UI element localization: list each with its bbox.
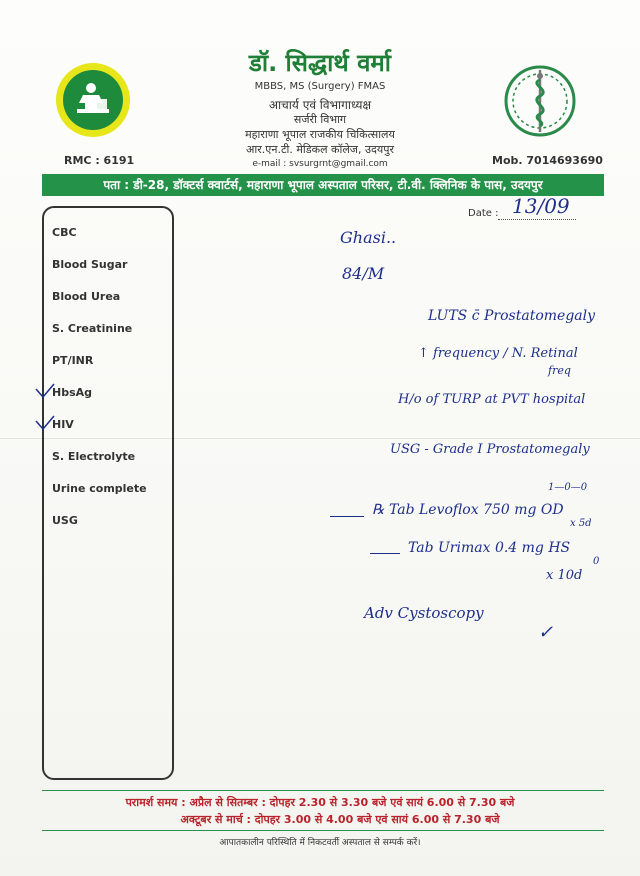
- consultation-timing-summer: परामर्श समय : अप्रैल से सितम्बर : दोपहर 2.30 से 3.30 बजे एवं सायं 6.00 से 7.30 बजे: [125, 796, 515, 809]
- rx2-dosage: 0: [593, 556, 600, 567]
- rx1-medicine: ℞ Tab Levoflox 750 mg OD: [372, 502, 564, 518]
- history-note: H/o of TURP at PVT hospital: [398, 392, 586, 407]
- test-item: Blood Sugar: [52, 258, 128, 271]
- date-line: [498, 219, 576, 220]
- address-bar: पता : डी-28, डॉक्टर्स क्वार्टर्स, महाराणा भूपाल अस्पताल परिसर, टी.वी. क्लिनिक के पास, उदयपुर: [42, 174, 604, 196]
- department-name: सर्जरी विभाग: [293, 113, 347, 126]
- rx1-dosage: 1—0—0: [548, 482, 588, 493]
- usg-note: USG - Grade I Prostatomegaly: [390, 442, 590, 457]
- rx1-duration: x 5d: [570, 518, 592, 529]
- patient-age-sex: 84/M: [342, 264, 385, 283]
- test-item: Blood Urea: [52, 290, 121, 303]
- test-item: CBC: [52, 226, 77, 239]
- emergency-note: आपातकालीन परिस्थिति में निकटवर्ती अस्पताल से सम्पर्क करें।: [219, 838, 421, 848]
- consultation-timing-winter: अक्टूबर से मार्च : दोपहर 3.00 से 4.00 बजे एवं सायं 6.00 से 7.30 बजे: [180, 813, 500, 826]
- advice-note: Adv Cystoscopy: [364, 604, 484, 622]
- rmc-number: RMC : 6191: [64, 154, 135, 167]
- date-value: 13/09: [512, 194, 570, 218]
- doctor-name: डॉ. सिद्धार्थ वर्मा: [249, 49, 391, 77]
- patient-name: Ghasi..: [340, 228, 397, 247]
- date-label: Date :: [468, 208, 499, 219]
- hospital-name: महाराणा भूपाल राजकीय चिकित्सालय: [245, 128, 395, 141]
- checkmark-icon: [34, 415, 56, 431]
- doctor-qualifications: MBBS, MS (Surgery) FMAS: [254, 81, 386, 92]
- footer-top-rule: [42, 790, 604, 791]
- test-item: S. Creatinine: [52, 322, 133, 335]
- test-item: HIV: [52, 418, 74, 431]
- test-item: PT/INR: [52, 354, 94, 367]
- test-item: HbsAg: [52, 386, 93, 399]
- college-name: आर.एन.टी. मेडिकल कॉलेज, उदयपुर: [246, 143, 394, 156]
- footer-bottom-rule: [42, 830, 604, 831]
- checkmark-icon: [34, 383, 56, 399]
- complaint-note: LUTS c̄ Prostatomegaly: [428, 308, 596, 324]
- frequency-note: ↑ frequency / N. Retinal: [418, 346, 578, 361]
- test-item: USG: [52, 514, 78, 527]
- rx-dash: [370, 553, 400, 554]
- frequency-note-2: freq: [548, 364, 571, 377]
- rx2-medicine: Tab Urimax 0.4 mg HS: [408, 540, 571, 556]
- doctor-email: e-mail : svsurgrnt@gmail.com: [252, 159, 388, 169]
- rx2-duration: x 10d: [546, 568, 583, 583]
- test-item: Urine complete: [52, 482, 147, 495]
- rx-dash: [330, 516, 364, 517]
- mobile-number: Mob. 7014693690: [492, 154, 603, 167]
- test-item: S. Electrolyte: [52, 450, 136, 463]
- doctor-designation: आचार्य एवं विभागाध्यक्ष: [268, 98, 372, 112]
- doctor-signature: ✓: [538, 622, 554, 643]
